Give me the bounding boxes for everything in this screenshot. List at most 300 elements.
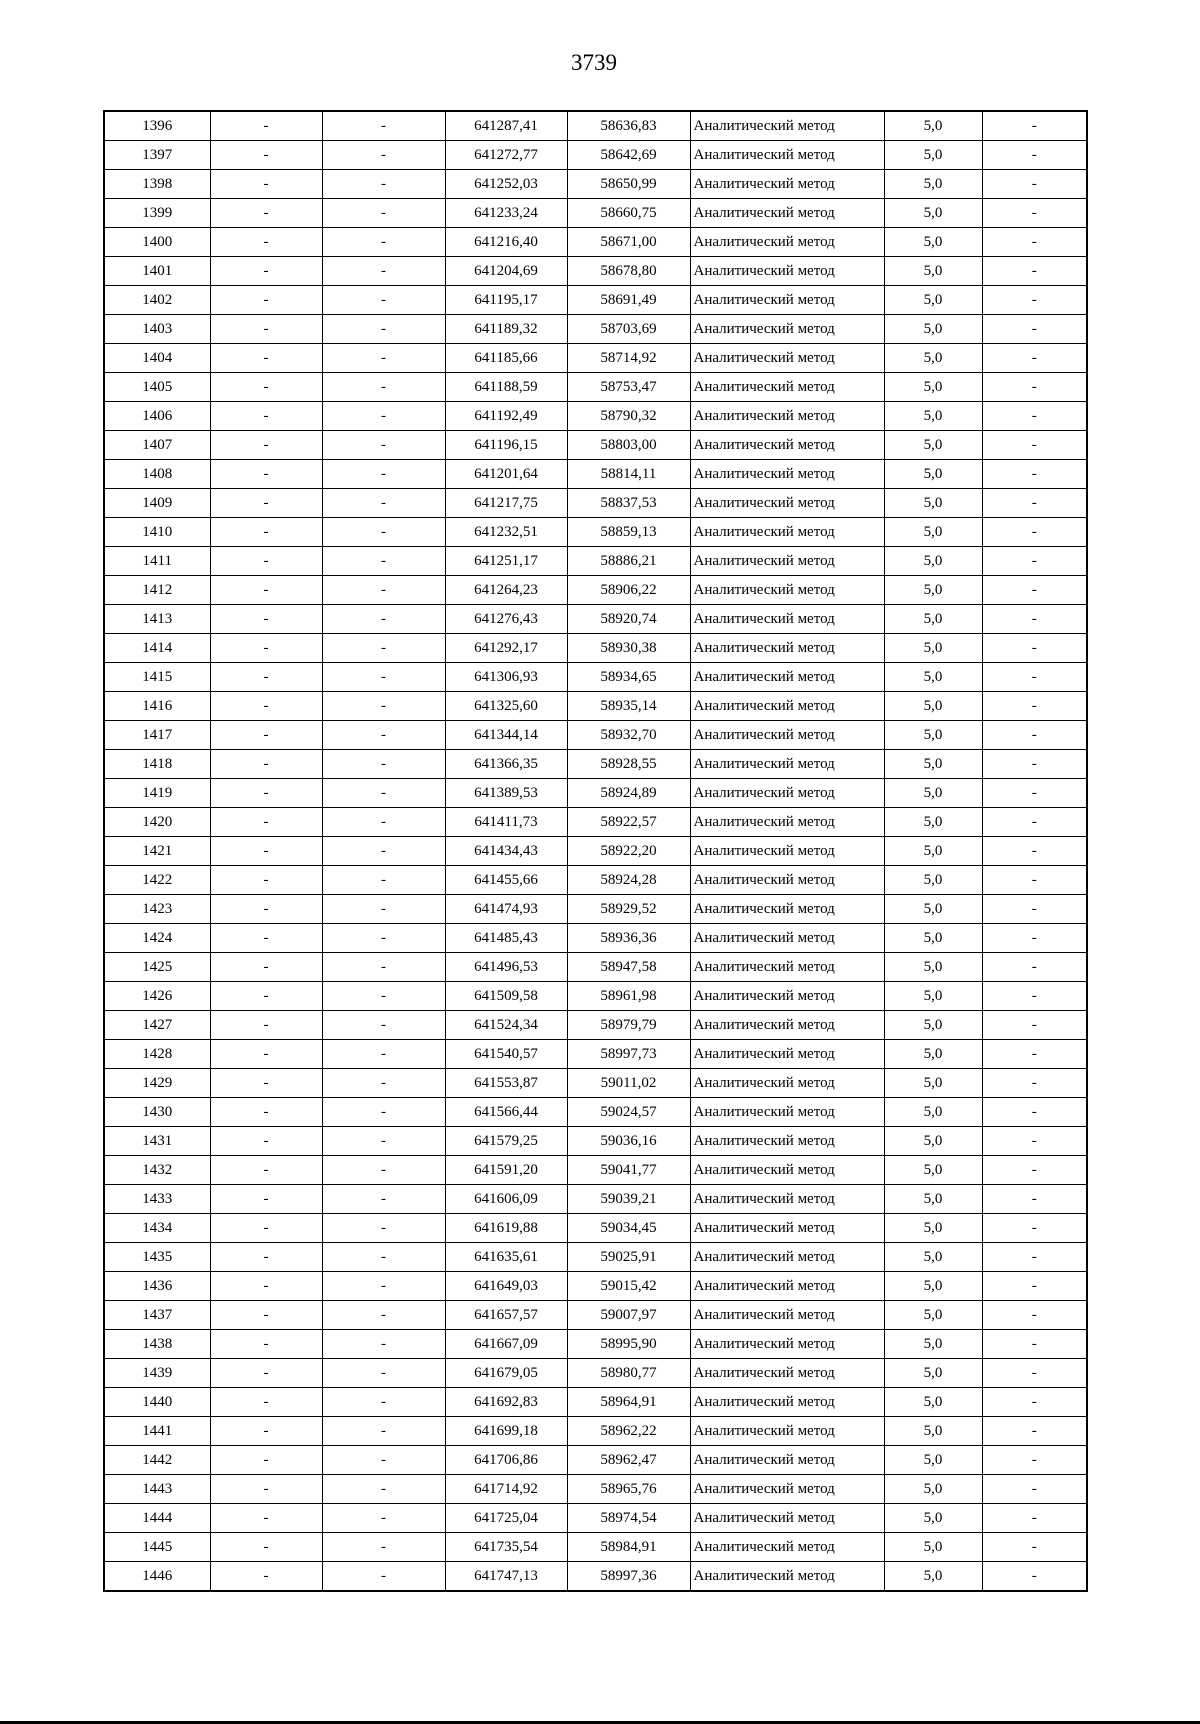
y-coordinate-cell: 58924,89 [567,779,690,808]
point-number-cell: 1396 [104,111,210,141]
y-coordinate-cell: 58995,90 [567,1330,690,1359]
empty-cell-1: - [210,547,322,576]
method-cell: Аналитический метод [690,721,884,750]
empty-cell-2: - [322,111,445,141]
empty-cell-2: - [322,953,445,982]
empty-cell-1: - [210,170,322,199]
empty-cell-1: - [210,1417,322,1446]
method-cell: Аналитический метод [690,808,884,837]
y-coordinate-cell: 58974,54 [567,1504,690,1533]
empty-cell-3: - [982,1040,1087,1069]
y-coordinate-cell: 58936,36 [567,924,690,953]
table-row [104,373,1087,402]
x-coordinate-cell: 641649,03 [445,1272,567,1301]
empty-cell-3: - [982,111,1087,141]
x-coordinate-cell: 641325,60 [445,692,567,721]
method-cell: Аналитический метод [690,1504,884,1533]
x-coordinate-cell: 641434,43 [445,837,567,866]
point-number-cell: 1424 [104,924,210,953]
empty-cell-3: - [982,634,1087,663]
x-coordinate-cell: 641706,86 [445,1446,567,1475]
accuracy-cell: 5,0 [884,373,982,402]
empty-cell-2: - [322,721,445,750]
empty-cell-1: - [210,489,322,518]
accuracy-cell: 5,0 [884,141,982,170]
empty-cell-2: - [322,286,445,315]
table-row [104,1127,1087,1156]
point-number-cell: 1431 [104,1127,210,1156]
method-cell: Аналитический метод [690,1388,884,1417]
x-coordinate-cell: 641276,43 [445,605,567,634]
table-row [104,111,1087,141]
empty-cell-1: - [210,1301,322,1330]
x-coordinate-cell: 641735,54 [445,1533,567,1562]
y-coordinate-cell: 58930,38 [567,634,690,663]
table-row [104,1475,1087,1504]
y-coordinate-cell: 58660,75 [567,199,690,228]
x-coordinate-cell: 641485,43 [445,924,567,953]
accuracy-cell: 5,0 [884,1301,982,1330]
y-coordinate-cell: 58920,74 [567,605,690,634]
x-coordinate-cell: 641195,17 [445,286,567,315]
empty-cell-2: - [322,489,445,518]
empty-cell-3: - [982,1446,1087,1475]
method-cell: Аналитический метод [690,518,884,547]
point-number-cell: 1397 [104,141,210,170]
table-row [104,866,1087,895]
y-coordinate-cell: 58691,49 [567,286,690,315]
y-coordinate-cell: 58753,47 [567,373,690,402]
y-coordinate-cell: 58790,32 [567,402,690,431]
y-coordinate-cell: 59025,91 [567,1243,690,1272]
table-row [104,576,1087,605]
point-number-cell: 1420 [104,808,210,837]
y-coordinate-cell: 58814,11 [567,460,690,489]
empty-cell-1: - [210,199,322,228]
point-number-cell: 1419 [104,779,210,808]
accuracy-cell: 5,0 [884,1388,982,1417]
empty-cell-2: - [322,344,445,373]
accuracy-cell: 5,0 [884,257,982,286]
table-row [104,1040,1087,1069]
y-coordinate-cell: 59036,16 [567,1127,690,1156]
point-number-cell: 1417 [104,721,210,750]
x-coordinate-cell: 641553,87 [445,1069,567,1098]
empty-cell-2: - [322,460,445,489]
point-number-cell: 1399 [104,199,210,228]
empty-cell-2: - [322,1475,445,1504]
table-row [104,982,1087,1011]
point-number-cell: 1418 [104,750,210,779]
y-coordinate-cell: 59011,02 [567,1069,690,1098]
x-coordinate-cell: 641196,15 [445,431,567,460]
empty-cell-1: - [210,1127,322,1156]
point-number-cell: 1409 [104,489,210,518]
x-coordinate-cell: 641606,09 [445,1185,567,1214]
accuracy-cell: 5,0 [884,1185,982,1214]
table-row [104,1243,1087,1272]
table-row [104,779,1087,808]
empty-cell-2: - [322,431,445,460]
empty-cell-2: - [322,837,445,866]
empty-cell-1: - [210,1330,322,1359]
accuracy-cell: 5,0 [884,576,982,605]
accuracy-cell: 5,0 [884,1243,982,1272]
empty-cell-3: - [982,1214,1087,1243]
empty-cell-1: - [210,982,322,1011]
empty-cell-3: - [982,1475,1087,1504]
empty-cell-1: - [210,315,322,344]
empty-cell-2: - [322,1417,445,1446]
table-row [104,1214,1087,1243]
accuracy-cell: 5,0 [884,663,982,692]
method-cell: Аналитический метод [690,1098,884,1127]
empty-cell-1: - [210,924,322,953]
y-coordinate-cell: 59041,77 [567,1156,690,1185]
table-row [104,431,1087,460]
empty-cell-3: - [982,170,1087,199]
accuracy-cell: 5,0 [884,634,982,663]
x-coordinate-cell: 641692,83 [445,1388,567,1417]
method-cell: Аналитический метод [690,924,884,953]
x-coordinate-cell: 641591,20 [445,1156,567,1185]
empty-cell-3: - [982,1272,1087,1301]
y-coordinate-cell: 58886,21 [567,547,690,576]
empty-cell-2: - [322,1011,445,1040]
x-coordinate-cell: 641725,04 [445,1504,567,1533]
table-row [104,1562,1087,1592]
accuracy-cell: 5,0 [884,1504,982,1533]
point-number-cell: 1408 [104,460,210,489]
empty-cell-3: - [982,1330,1087,1359]
empty-cell-3: - [982,1533,1087,1562]
empty-cell-3: - [982,518,1087,547]
method-cell: Аналитический метод [690,1330,884,1359]
empty-cell-3: - [982,1185,1087,1214]
point-number-cell: 1432 [104,1156,210,1185]
table-row [104,1272,1087,1301]
empty-cell-2: - [322,1156,445,1185]
y-coordinate-cell: 58650,99 [567,170,690,199]
point-number-cell: 1422 [104,866,210,895]
point-number-cell: 1421 [104,837,210,866]
y-coordinate-cell: 58962,22 [567,1417,690,1446]
empty-cell-1: - [210,141,322,170]
empty-cell-1: - [210,866,322,895]
method-cell: Аналитический метод [690,605,884,634]
table-row [104,1330,1087,1359]
y-coordinate-cell: 58906,22 [567,576,690,605]
empty-cell-1: - [210,692,322,721]
empty-cell-1: - [210,895,322,924]
accuracy-cell: 5,0 [884,982,982,1011]
y-coordinate-cell: 58961,98 [567,982,690,1011]
point-number-cell: 1446 [104,1562,210,1592]
method-cell: Аналитический метод [690,199,884,228]
method-cell: Аналитический метод [690,1446,884,1475]
method-cell: Аналитический метод [690,663,884,692]
x-coordinate-cell: 641679,05 [445,1359,567,1388]
method-cell: Аналитический метод [690,373,884,402]
accuracy-cell: 5,0 [884,1214,982,1243]
point-number-cell: 1436 [104,1272,210,1301]
y-coordinate-cell: 58922,57 [567,808,690,837]
x-coordinate-cell: 641579,25 [445,1127,567,1156]
point-number-cell: 1423 [104,895,210,924]
table-row [104,141,1087,170]
point-number-cell: 1405 [104,373,210,402]
method-cell: Аналитический метод [690,489,884,518]
accuracy-cell: 5,0 [884,1272,982,1301]
table-row [104,1185,1087,1214]
table-row [104,750,1087,779]
empty-cell-1: - [210,1098,322,1127]
table-row [104,1098,1087,1127]
y-coordinate-cell: 58932,70 [567,721,690,750]
table-row [104,663,1087,692]
empty-cell-2: - [322,924,445,953]
x-coordinate-cell: 641344,14 [445,721,567,750]
empty-cell-2: - [322,982,445,1011]
table-row [104,518,1087,547]
point-number-cell: 1440 [104,1388,210,1417]
empty-cell-2: - [322,1330,445,1359]
empty-cell-2: - [322,199,445,228]
method-cell: Аналитический метод [690,1069,884,1098]
y-coordinate-cell: 58929,52 [567,895,690,924]
empty-cell-3: - [982,199,1087,228]
table-row [104,199,1087,228]
accuracy-cell: 5,0 [884,1098,982,1127]
x-coordinate-cell: 641216,40 [445,228,567,257]
table-row [104,1069,1087,1098]
empty-cell-3: - [982,460,1087,489]
y-coordinate-cell: 58803,00 [567,431,690,460]
table-row [104,1359,1087,1388]
table-row [104,489,1087,518]
method-cell: Аналитический метод [690,547,884,576]
empty-cell-2: - [322,808,445,837]
empty-cell-2: - [322,576,445,605]
y-coordinate-cell: 59007,97 [567,1301,690,1330]
table-row [104,605,1087,634]
y-coordinate-cell: 58924,28 [567,866,690,895]
x-coordinate-cell: 641185,66 [445,344,567,373]
empty-cell-1: - [210,460,322,489]
accuracy-cell: 5,0 [884,1127,982,1156]
y-coordinate-cell: 58678,80 [567,257,690,286]
x-coordinate-cell: 641509,58 [445,982,567,1011]
empty-cell-1: - [210,1388,322,1417]
empty-cell-1: - [210,1040,322,1069]
table-row [104,1388,1087,1417]
empty-cell-2: - [322,1504,445,1533]
method-cell: Аналитический метод [690,344,884,373]
empty-cell-2: - [322,1098,445,1127]
table-row [104,924,1087,953]
y-coordinate-cell: 59015,42 [567,1272,690,1301]
point-number-cell: 1401 [104,257,210,286]
point-number-cell: 1404 [104,344,210,373]
empty-cell-3: - [982,721,1087,750]
method-cell: Аналитический метод [690,286,884,315]
y-coordinate-cell: 58947,58 [567,953,690,982]
empty-cell-2: - [322,228,445,257]
table-body [104,111,1087,1591]
method-cell: Аналитический метод [690,750,884,779]
table-row [104,344,1087,373]
table-row [104,315,1087,344]
empty-cell-3: - [982,837,1087,866]
empty-cell-2: - [322,518,445,547]
empty-cell-3: - [982,1388,1087,1417]
empty-cell-3: - [982,344,1087,373]
empty-cell-1: - [210,1156,322,1185]
x-coordinate-cell: 641251,17 [445,547,567,576]
empty-cell-3: - [982,779,1087,808]
empty-cell-3: - [982,1301,1087,1330]
y-coordinate-cell: 58964,91 [567,1388,690,1417]
empty-cell-3: - [982,1243,1087,1272]
table-row [104,1156,1087,1185]
accuracy-cell: 5,0 [884,692,982,721]
table-row [104,286,1087,315]
empty-cell-3: - [982,1156,1087,1185]
method-cell: Аналитический метод [690,431,884,460]
empty-cell-3: - [982,663,1087,692]
y-coordinate-cell: 58703,69 [567,315,690,344]
method-cell: Аналитический метод [690,895,884,924]
empty-cell-3: - [982,1417,1087,1446]
coordinates-table [103,110,1088,1592]
empty-cell-3: - [982,895,1087,924]
accuracy-cell: 5,0 [884,1562,982,1592]
method-cell: Аналитический метод [690,1562,884,1592]
empty-cell-1: - [210,228,322,257]
empty-cell-1: - [210,1359,322,1388]
accuracy-cell: 5,0 [884,1359,982,1388]
point-number-cell: 1437 [104,1301,210,1330]
point-number-cell: 1435 [104,1243,210,1272]
empty-cell-3: - [982,866,1087,895]
empty-cell-1: - [210,518,322,547]
empty-cell-1: - [210,721,322,750]
empty-cell-1: - [210,1069,322,1098]
method-cell: Аналитический метод [690,1417,884,1446]
x-coordinate-cell: 641189,32 [445,315,567,344]
empty-cell-2: - [322,1069,445,1098]
method-cell: Аналитический метод [690,837,884,866]
method-cell: Аналитический метод [690,111,884,141]
table-row [104,1504,1087,1533]
table-row [104,460,1087,489]
accuracy-cell: 5,0 [884,1156,982,1185]
x-coordinate-cell: 641366,35 [445,750,567,779]
accuracy-cell: 5,0 [884,111,982,141]
method-cell: Аналитический метод [690,576,884,605]
empty-cell-1: - [210,953,322,982]
empty-cell-2: - [322,1243,445,1272]
accuracy-cell: 5,0 [884,489,982,518]
method-cell: Аналитический метод [690,982,884,1011]
point-number-cell: 1445 [104,1533,210,1562]
point-number-cell: 1410 [104,518,210,547]
method-cell: Аналитический метод [690,170,884,199]
point-number-cell: 1412 [104,576,210,605]
point-number-cell: 1433 [104,1185,210,1214]
method-cell: Аналитический метод [690,1272,884,1301]
empty-cell-1: - [210,1214,322,1243]
empty-cell-1: - [210,1446,322,1475]
empty-cell-1: - [210,779,322,808]
accuracy-cell: 5,0 [884,1040,982,1069]
accuracy-cell: 5,0 [884,199,982,228]
empty-cell-2: - [322,866,445,895]
method-cell: Аналитический метод [690,953,884,982]
empty-cell-1: - [210,1504,322,1533]
x-coordinate-cell: 641232,51 [445,518,567,547]
x-coordinate-cell: 641192,49 [445,402,567,431]
empty-cell-3: - [982,692,1087,721]
x-coordinate-cell: 641204,69 [445,257,567,286]
empty-cell-2: - [322,895,445,924]
x-coordinate-cell: 641566,44 [445,1098,567,1127]
empty-cell-1: - [210,1272,322,1301]
x-coordinate-cell: 641540,57 [445,1040,567,1069]
empty-cell-1: - [210,605,322,634]
accuracy-cell: 5,0 [884,1475,982,1504]
y-coordinate-cell: 59034,45 [567,1214,690,1243]
method-cell: Аналитический метод [690,1011,884,1040]
point-number-cell: 1411 [104,547,210,576]
point-number-cell: 1413 [104,605,210,634]
method-cell: Аналитический метод [690,1243,884,1272]
empty-cell-2: - [322,1127,445,1156]
accuracy-cell: 5,0 [884,721,982,750]
accuracy-cell: 5,0 [884,779,982,808]
empty-cell-2: - [322,605,445,634]
empty-cell-2: - [322,141,445,170]
x-coordinate-cell: 641201,64 [445,460,567,489]
table-row [104,1301,1087,1330]
accuracy-cell: 5,0 [884,286,982,315]
point-number-cell: 1441 [104,1417,210,1446]
accuracy-cell: 5,0 [884,1417,982,1446]
empty-cell-3: - [982,373,1087,402]
empty-cell-3: - [982,489,1087,518]
point-number-cell: 1402 [104,286,210,315]
empty-cell-3: - [982,1011,1087,1040]
empty-cell-2: - [322,1214,445,1243]
point-number-cell: 1442 [104,1446,210,1475]
accuracy-cell: 5,0 [884,837,982,866]
empty-cell-2: - [322,692,445,721]
x-coordinate-cell: 641455,66 [445,866,567,895]
empty-cell-3: - [982,1127,1087,1156]
point-number-cell: 1438 [104,1330,210,1359]
y-coordinate-cell: 58928,55 [567,750,690,779]
y-coordinate-cell: 58965,76 [567,1475,690,1504]
empty-cell-1: - [210,431,322,460]
empty-cell-2: - [322,1533,445,1562]
x-coordinate-cell: 641657,57 [445,1301,567,1330]
method-cell: Аналитический метод [690,141,884,170]
accuracy-cell: 5,0 [884,170,982,199]
empty-cell-2: - [322,547,445,576]
y-coordinate-cell: 58922,20 [567,837,690,866]
empty-cell-2: - [322,1185,445,1214]
accuracy-cell: 5,0 [884,808,982,837]
